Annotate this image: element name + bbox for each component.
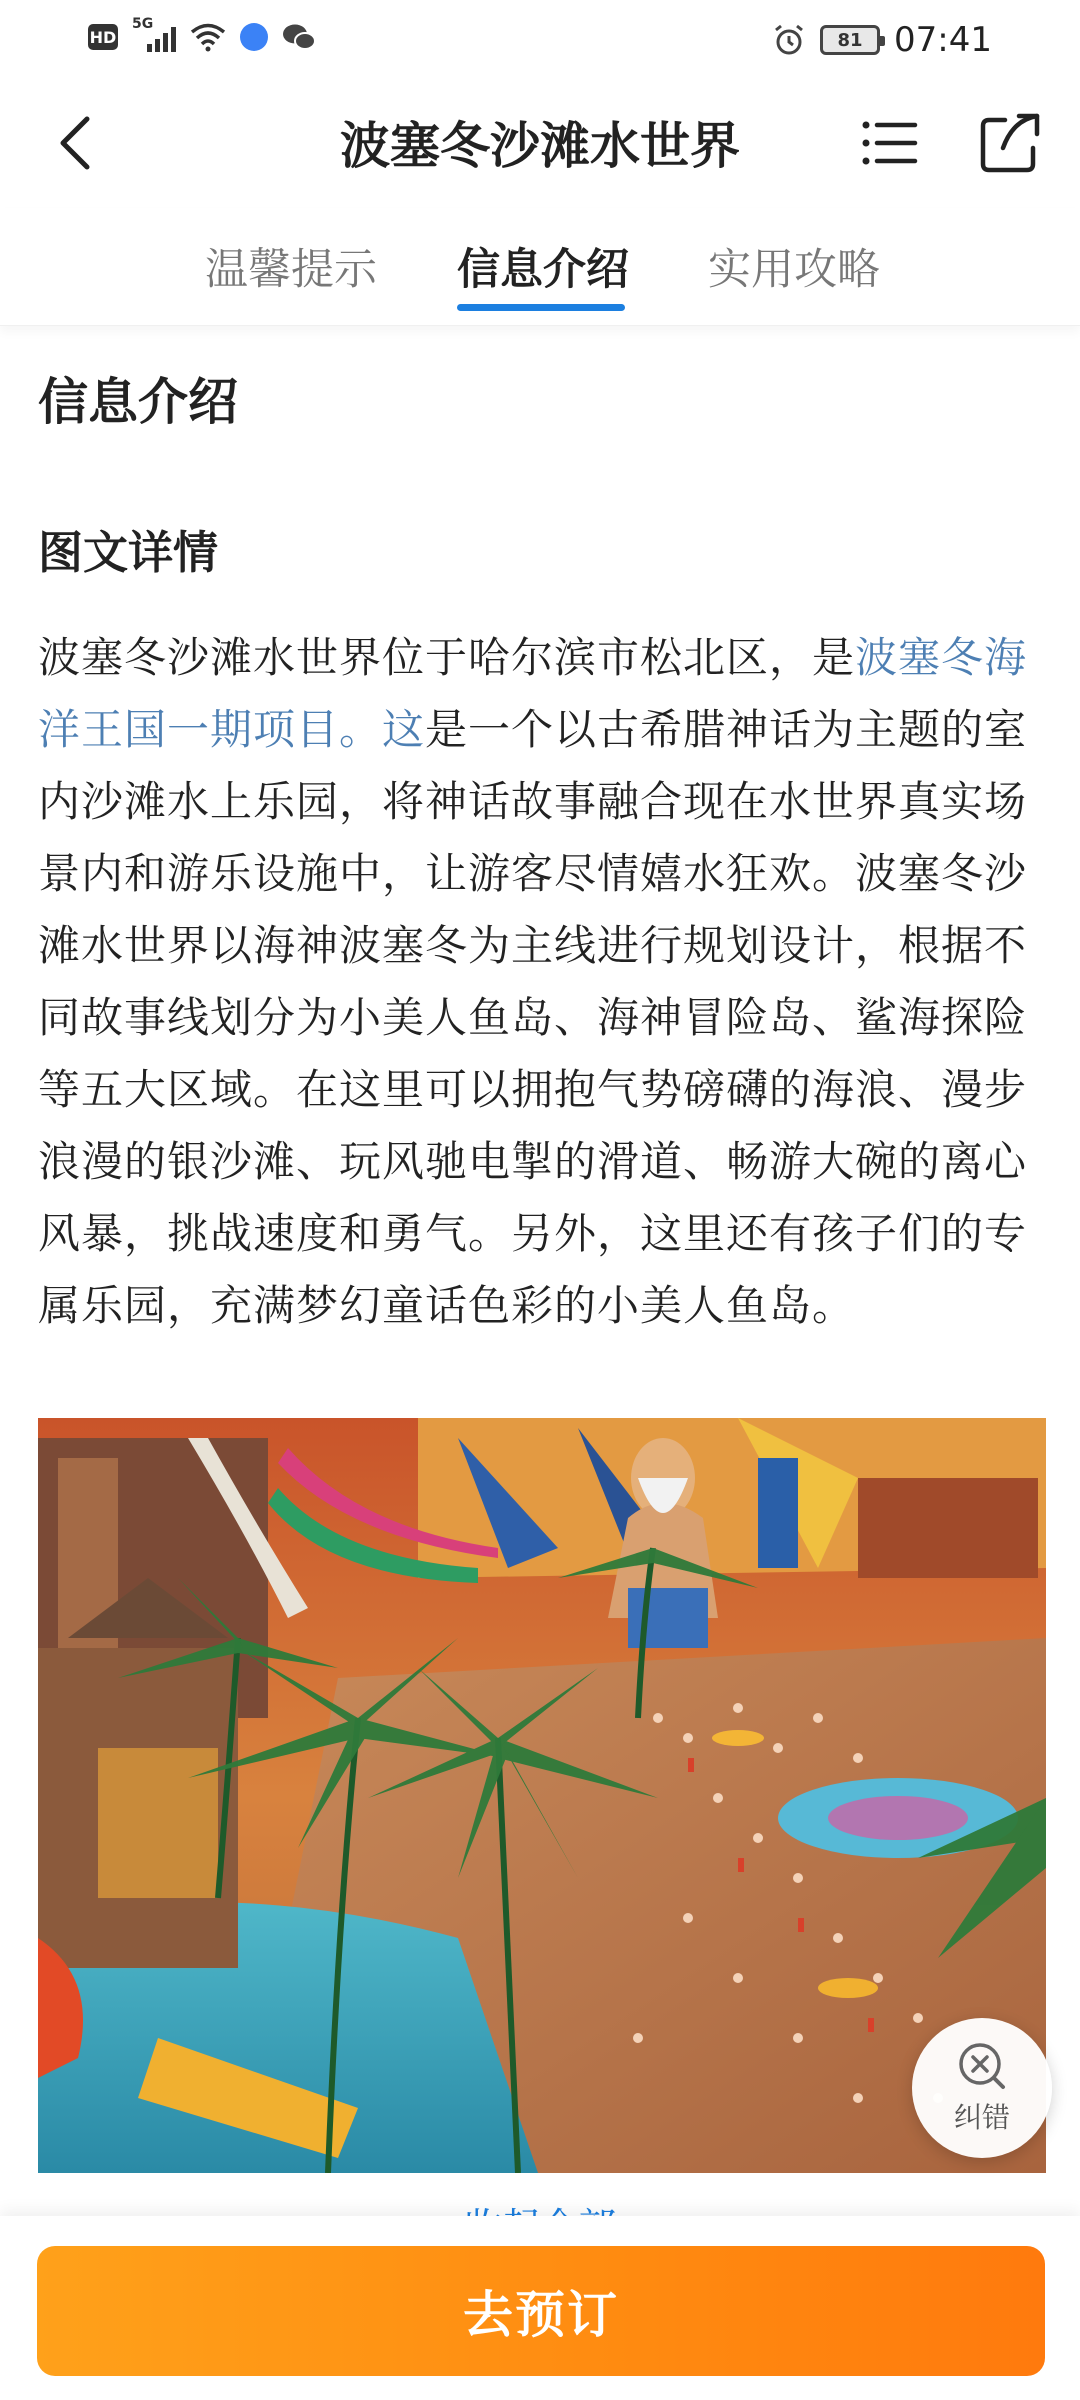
cellular-signal-icon xyxy=(132,16,176,52)
feedback-label: 纠错 xyxy=(953,2101,1010,2134)
share-icon xyxy=(975,108,1045,178)
network-type-label: 5G xyxy=(132,16,154,32)
tab-tips[interactable]: 温馨提示 xyxy=(205,245,377,295)
list-icon xyxy=(855,108,925,178)
sub-title: 图文详情 xyxy=(38,526,219,579)
hd-icon: HD xyxy=(88,24,118,50)
alarm-icon xyxy=(772,23,806,57)
section-title: 信息介绍 xyxy=(38,373,238,431)
tab-info[interactable]: 信息介绍 xyxy=(457,245,629,295)
close-circle-icon xyxy=(956,2040,1008,2092)
tab-bar xyxy=(0,208,1080,326)
page-title: 波塞冬沙滩水世界 xyxy=(340,117,740,175)
description-text-2: 是一个以古希腊神话为主题的室内沙滩水上乐园，将神话故事融合现在水世界真实场景内和游乐设施中，让游客尽情嬉水狂欢。波塞冬沙滩水世界以海神波塞冬为主线进行规划设计，根据不同故事线划分为小美人鱼岛、海神冒险岛、鲨海探险等五大区域。在这里可以拥抱气势磅礴的海浪、漫步浪漫的银沙滩、玩风驰电掣的滑道、畅游大碗的离心风暴，挑战速度和勇气。另外，这里还有孩子们的专属乐园，充满梦幻童话色彩的小美人鱼岛。 xyxy=(38,705,1028,1330)
browser-notification-icon xyxy=(240,23,268,51)
tab-guide[interactable]: 实用攻略 xyxy=(708,245,880,295)
status-right xyxy=(772,20,992,60)
description-text-1: 波塞冬沙滩水世界位于哈尔滨市松北区，是 xyxy=(38,633,856,682)
header xyxy=(0,78,1080,208)
book-button[interactable]: 去预订 xyxy=(37,2246,1045,2376)
battery-icon: 81 xyxy=(820,25,880,55)
share-button[interactable] xyxy=(975,108,1045,178)
feedback-button[interactable] xyxy=(912,2018,1052,2158)
waterpark-photo[interactable] xyxy=(38,1418,1046,2173)
wifi-icon xyxy=(190,22,226,52)
status-time: 07:41 xyxy=(894,20,992,60)
project-link[interactable]: 波塞冬海洋王国一期项目。这 xyxy=(38,633,1028,754)
status-left xyxy=(88,16,316,52)
bottom-bar xyxy=(0,2216,1080,2400)
active-tab-indicator xyxy=(457,304,625,311)
menu-button[interactable] xyxy=(855,108,925,178)
wechat-icon xyxy=(282,23,316,51)
status-bar xyxy=(0,0,1080,78)
description-paragraph xyxy=(38,622,1048,1342)
waterpark-illustration xyxy=(38,1418,1046,2173)
